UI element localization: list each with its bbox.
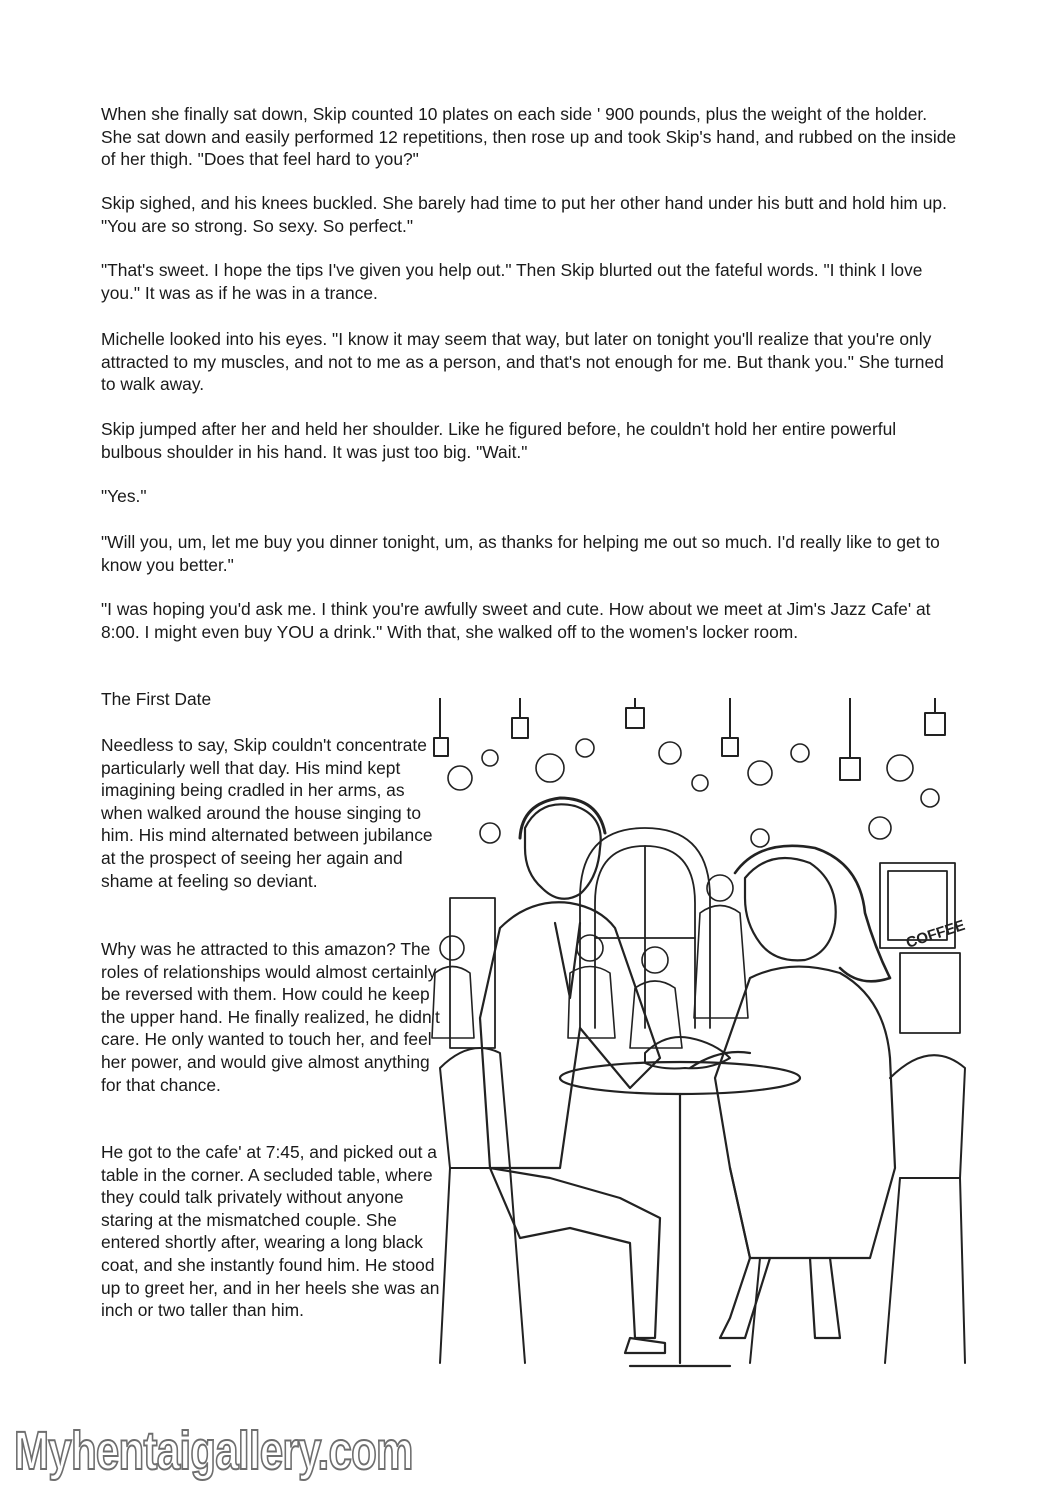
paragraph-michelle-replies: Michelle looked into his eyes. "I know it may seem that way, but later on tonight you'll realize that you're only attracted to my muscles, and not to me as a person, and that's not enough for me. But thank you." She turned to walk away. [101,329,944,395]
paragraph-knees-buckled: Skip sighed, and his knees buckled. She barely had time to put her other hand under his butt and hold him up. "You are so strong. So sexy. So perfect." [101,193,947,236]
paragraph-shoulder: Skip jumped after her and held her shoulder. Like he figured before, he couldn't hold her entire powerful bulbous shoulder in his hand. It was just too big. "Wait." [101,419,897,462]
chairs [440,1048,965,1363]
man-figure [480,798,665,1353]
section-title: The First Date [101,689,212,709]
paragraph-dinner-invite: "Will you, um, let me buy you dinner tonight, um, as thanks for helping me out so much. I'd really like to get to know you better." [101,532,940,575]
site-watermark: Myhentaigallery.com [14,1421,413,1481]
wall-frames [450,863,960,1048]
paragraph-cafe-arrival: He got to the cafe' at 7:45, and picked out a table in the corner. A secluded table, where they could talk privately without anyone staring at the mismatched couple. She entered shortly after, wearing a long black coat, and she instantly found him. He stood up to greet her, and in her heels she was an inch or two taller than him. [101,1142,440,1321]
cafe-date-illustration [430,698,970,1380]
paragraph-concentrate: Needless to say, Skip couldn't concentrate particularly well that day. His mind kept imagining being cradled in her arms, as when walked around the house singing to him. His mind alternated between jubilance at the prospect of seeing her again and shame at feeling so deviant. [101,735,433,891]
cafe-table [560,1062,800,1366]
ceiling-lamps [434,698,945,780]
coffee-sign: COFFEE [903,916,968,952]
paragraph-yes: "Yes." [101,486,147,506]
woman-figure [690,846,895,1338]
paragraph-i-love-you: "That's sweet. I hope the tips I've given you help out." Then Skip blurted out the fateful words. "I think I love you." It was as if he was in a trance. [101,260,923,303]
paragraph-jazz-cafe: "I was hoping you'd ask me. I think you're awfully sweet and cute. How about we meet at Jim's Jazz Cafe' at 8:00. I might even buy YOU a drink." With that, she walked off to the women's locker room. [101,599,931,642]
paragraph-weights: When she finally sat down, Skip counted 10 plates on each side ' 900 pounds, plus the weight of the holder. She sat down and easily performed 12 repetitions, then rose up and took Skip's hand, and rubbed on the inside of her thigh. "Does that feel hard to you?" [101,104,957,170]
paragraph-amazon: Why was he attracted to this amazon? The roles of relationships would almost certainly be reversed with them. How could he keep the upper hand. He finally realized, he didn't care. He only wanted to touch her, and feel her power, and would give almost anything for that chance. [101,939,440,1095]
